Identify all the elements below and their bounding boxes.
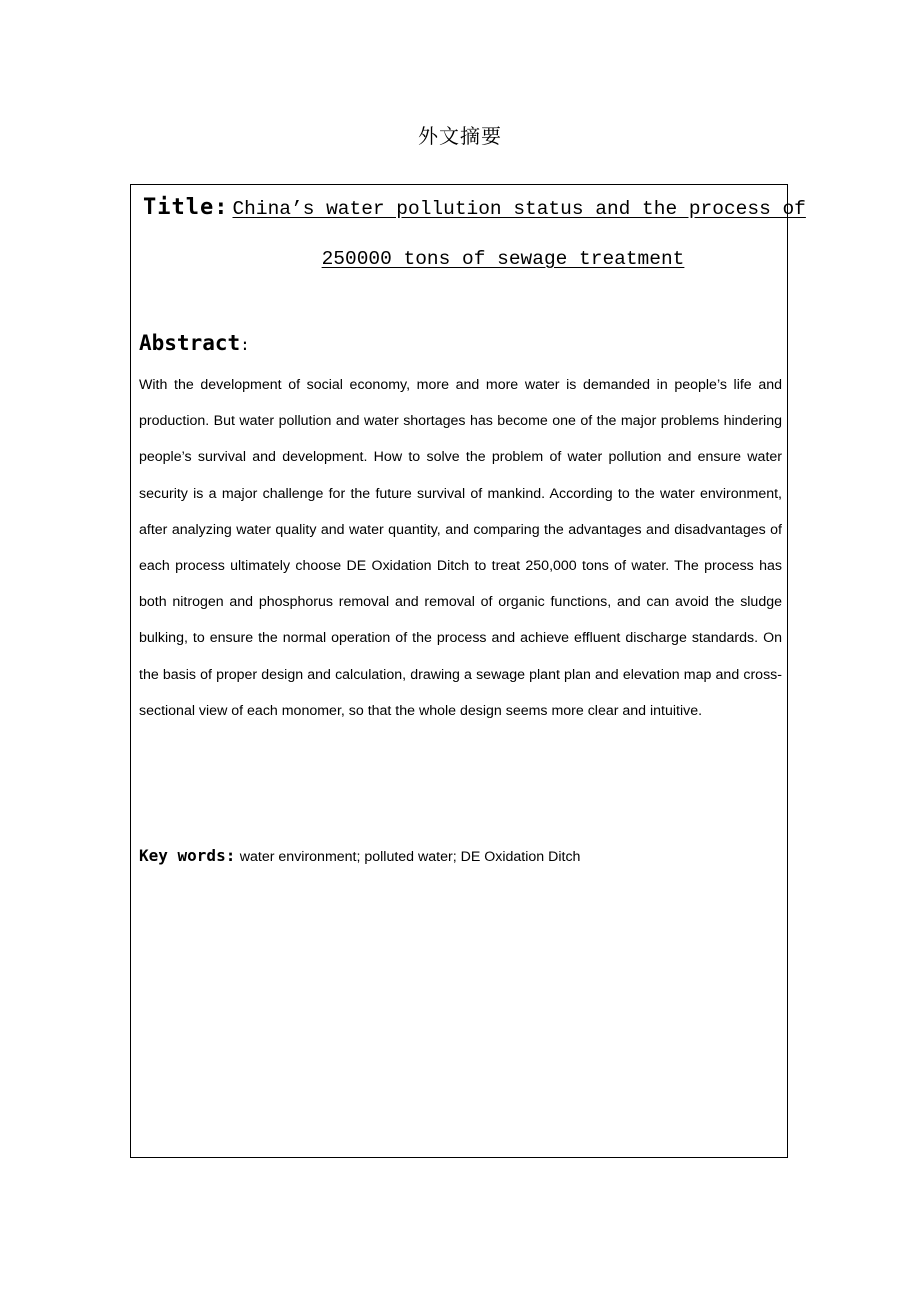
title-line-1 [143, 195, 806, 235]
title-block [143, 195, 806, 270]
keywords-label: Key words: [139, 846, 236, 865]
keywords-line [139, 843, 779, 870]
keywords-text: water environment; polluted water; DE Oxidation Ditch [239, 849, 581, 865]
abstract-frame [130, 184, 806, 1158]
abstract-body: With the development of social economy, more and more water is demanded in people’s life and production. But water pollution and water shortages has become one of the major problems hindering people’s survival and development. How to solve the problem of water pollution and ensure water security is a major challenge for the future survival of mankind. According to the water environment, after analyzing water quality and water quantity, and comparing the advantages and disadvantages of each process ultimately choose DE Oxidation Ditch to treat 250,000 tons of water. The process has both nitrogen and phosphorus removal and removal of organic functions, and can avoid the sludge bulking, to ensure the normal operation of the process and achieve effluent discharge standards. On the basis of proper design and calculation, drawing a sewage plant plan and elevation map and cross-sectional view of each monomer, so that the whole design seems more clear and intuitive. [139, 377, 782, 719]
abstract-heading-colon: : [240, 335, 250, 354]
title-text-line-2: 250000 tons of sewage treatment [321, 248, 685, 270]
page-heading: 外文摘要 [418, 124, 502, 148]
title-label: Title: [143, 195, 229, 220]
title-text-line-1: China’s water pollution status and the process of [232, 198, 806, 220]
abstract-heading-text: Abstract [139, 331, 241, 355]
abstract-heading [139, 329, 250, 359]
